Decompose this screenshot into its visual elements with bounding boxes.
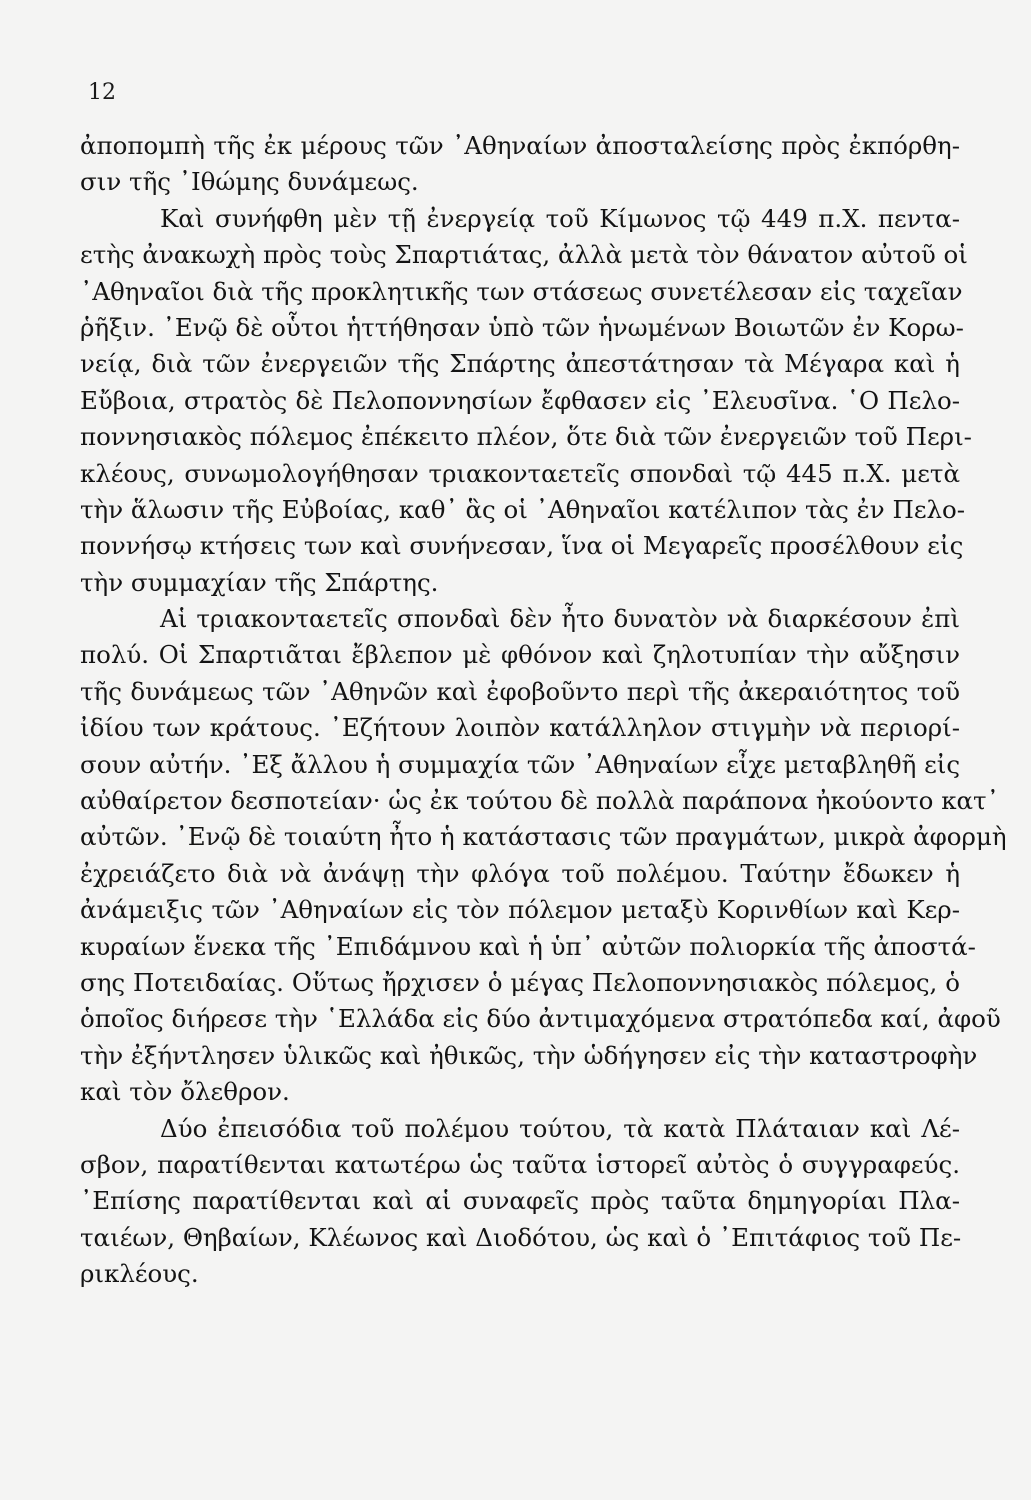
text-line: τῆς δυνάμεως τῶν ᾿Αθηνῶν καὶ ἐφοβοῦντο περὶ τῆς ἀκεραιότητος τοῦ — [80, 676, 960, 706]
text-line: ῥῆξιν. ᾿Ενῷ δὲ οὗτοι ἡττήθησαν ὑπὸ τῶν ἡνωμένων Βοιωτῶν ἐν Κορω- — [80, 312, 964, 342]
text-line: σβον, παρατίθενται κατωτέρω ὡς ταῦτα ἱστορεῖ αὐτὸς ὁ συγγραφεύς. — [80, 1149, 960, 1179]
body-text — [80, 128, 1007, 1293]
text-line: Εὔβοια, στρατὸς δὲ Πελοποννησίων ἔφθασεν εἰς ᾿Ελευσῖνα. ῾Ο Πελο- — [80, 385, 960, 415]
text-line: νείᾳ, διὰ τῶν ἐνεργειῶν τῆς Σπάρτης ἀπεστάτησαν τὰ Μέγαρα καὶ ἡ — [80, 349, 960, 379]
text-line: σουν αὐτήν. ᾿Εξ ἄλλου ἡ συμμαχία τῶν ᾿Αθηναίων εἶχε μεταβληθῆ εἰς — [80, 749, 961, 779]
text-line: πολύ. Οἱ Σπαρτιᾶται ἔβλεπον μὲ φθόνον καὶ ζηλοτυπίαν τὴν αὔξησιν — [80, 640, 960, 670]
text-line: τὴν συμμαχίαν τῆς Σπάρτης. — [80, 567, 439, 597]
paragraph-first-line: Αἱ τριακονταετεῖς σπονδαὶ δὲν ἦτο δυνατὸν νὰ διαρκέσουν ἐπὶ — [160, 604, 960, 634]
text-line: τὴν ἅλωσιν τῆς Εὐβοίας, καθ᾿ ἃς οἱ ᾿Αθηναῖοι κατέλιπον τὰς ἐν Πελο- — [80, 494, 966, 524]
paragraph-first-line: Δύο ἐπεισόδια τοῦ πολέμου τούτου, τὰ κατὰ Πλάταιαν καὶ Λέ- — [160, 1113, 960, 1143]
text-line: ετὴς ἀνακωχὴ πρὸς τοὺς Σπαρτιάτας, ἀλλὰ μετὰ τὸν θάνατον αὐτοῦ οἱ — [80, 240, 968, 270]
text-line: ᾿Επίσης παρατίθενται καὶ αἱ συναφεῖς πρὸς ταῦτα δημηγορίαι Πλα- — [80, 1186, 960, 1216]
page-number: 12 — [88, 80, 116, 105]
text-line: ταιέων, Θηβαίων, Κλέωνος καὶ Διοδότου, ὡς καὶ ὁ ᾿Επιτάφιος τοῦ Πε- — [80, 1222, 962, 1252]
text-line: αὐθαίρετον δεσποτείαν· ὡς ἐκ τούτου δὲ πολλὰ παράπονα ἠκούοντο κατ᾿ — [80, 786, 999, 816]
text-line: καὶ τὸν ὄλεθρον. — [80, 1077, 290, 1107]
text-line: ποννήσῳ κτήσεις των καὶ συνήνεσαν, ἵνα οἱ Μεγαρεῖς προσέλθουν εἰς — [80, 531, 964, 561]
text-line: αὐτῶν. ᾿Ενῷ δὲ τοιαύτη ἦτο ἡ κατάστασις τῶν πραγμάτων, μικρὰ ἀφορμὴ — [80, 822, 1007, 852]
text-line: ἐχρειάζετο διὰ νὰ ἀνάψῃ τὴν φλόγα τοῦ πολέμου. Ταύτην ἔδωκεν ἡ — [80, 858, 960, 888]
text-line: ἰδίου των κράτους. ᾿Εζήτουν λοιπὸν κατάλληλον στιγμὴν νὰ περιορί- — [80, 713, 960, 743]
text-line: κυραίων ἕνεκα τῆς ᾿Επιδάμνου καὶ ἡ ὑπ᾿ αὐτῶν πολιορκία τῆς ἀποστά- — [80, 931, 976, 961]
text-line: ᾿Αθηναῖοι διὰ τῆς προκλητικῆς των στάσεως συνετέλεσαν εἰς ταχεῖαν — [80, 276, 963, 306]
text-line: σιν τῆς ᾿Ιθώμης δυνάμεως. — [80, 167, 419, 197]
paragraph-first-line: Καὶ συνήφθη μὲν τῇ ἐνεργείᾳ τοῦ Κίμωνος τῷ 449 π.Χ. πεντα- — [160, 203, 960, 233]
text-line: ἀνάμειξις τῶν ᾿Αθηναίων εἰς τὸν πόλεμον μεταξὺ Κορινθίων καὶ Κερ- — [80, 895, 960, 925]
text-line: ποννησιακὸς πόλεμος ἐπέκειτο πλέον, ὅτε διὰ τῶν ἐνεργειῶν τοῦ Περι- — [80, 422, 972, 452]
text-line: τὴν ἐξήντλησεν ὑλικῶς καὶ ἠθικῶς, τὴν ὡδήγησεν εἰς τὴν καταστροφὴν — [80, 1040, 978, 1070]
text-line: ὁποῖος διήρεσε τὴν ῾Ελλάδα εἰς δύο ἀντιμαχόμενα στρατόπεδα καί, ἀφοῦ — [80, 1004, 1001, 1034]
text-line: ρικλέους. — [80, 1259, 199, 1289]
text-line: ἀποπομπὴ τῆς ἐκ μέρους τῶν ᾿Αθηναίων ἀποσταλείσης πρὸς ἐκπόρθη- — [80, 131, 960, 160]
text-line: σης Ποτειδαίας. Οὕτως ἤρχισεν ὁ μέγας Πελοποννησιακὸς πόλεμος, ὁ — [80, 967, 960, 997]
text-line: κλέους, συνωμολογήθησαν τριακονταετεῖς σπονδαὶ τῷ 445 π.Χ. μετὰ — [80, 458, 960, 488]
